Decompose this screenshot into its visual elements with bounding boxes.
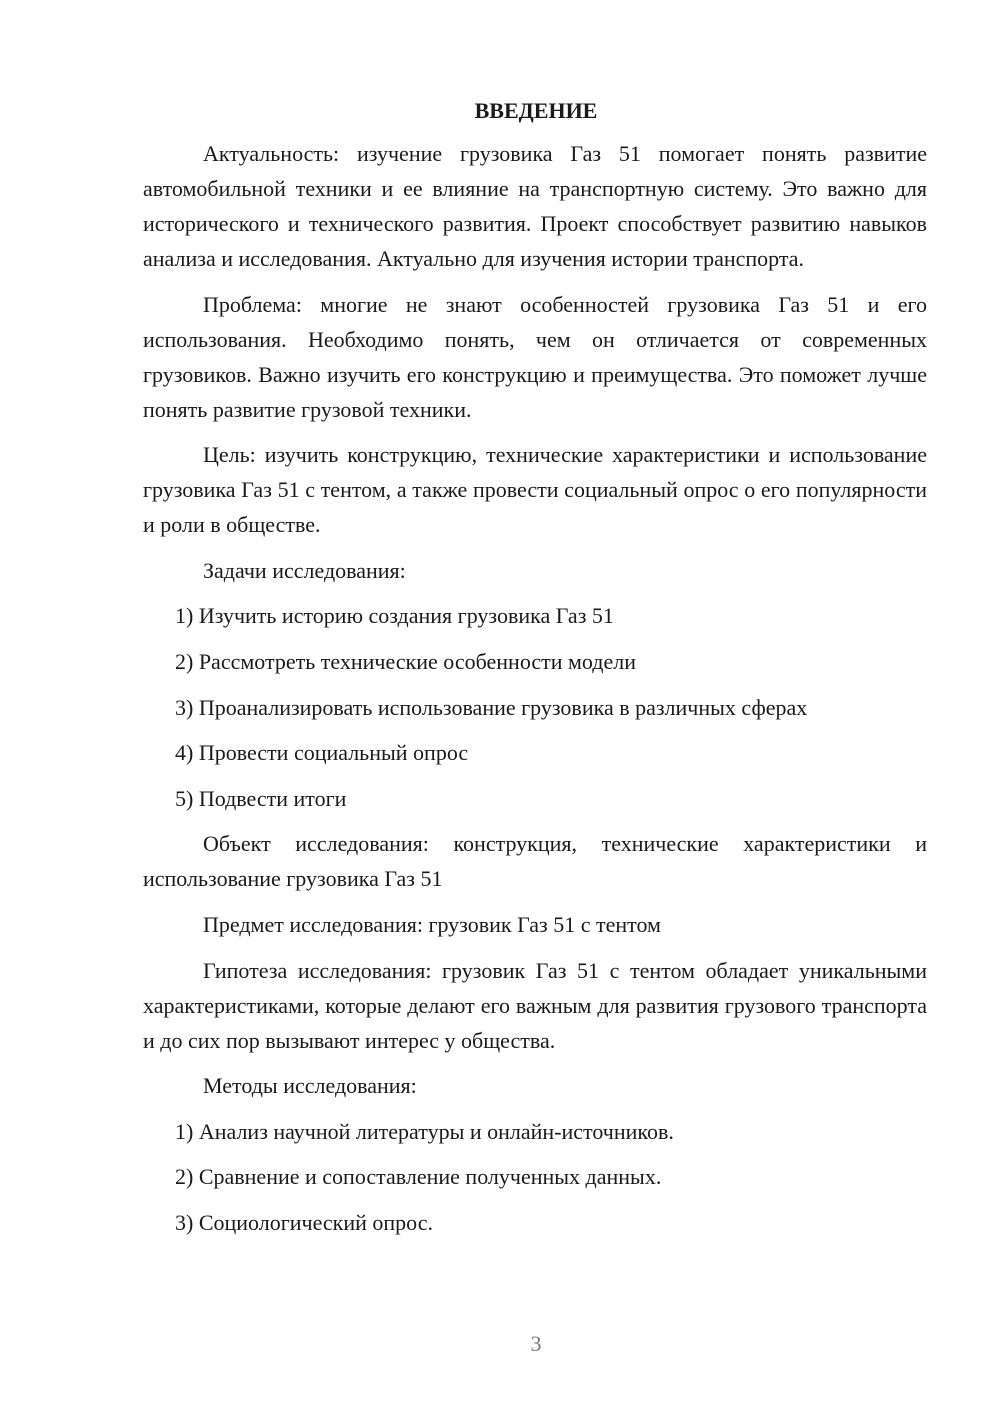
page-number: 3	[530, 1331, 542, 1356]
method-item: 2) Сравнение и сопоставление полученных данных.	[175, 1164, 662, 1190]
tasks-heading: Задачи исследования:	[203, 557, 406, 583]
object-paragraph: Объект исследования: конструкция, технические характеристики и использование грузовика Газ 51	[143, 831, 927, 892]
method-item: 3) Социологический опрос.	[175, 1209, 433, 1235]
section-title: ВВЕДЕНИЕ	[474, 98, 598, 123]
task-item: 3) Проанализировать использование грузовика в различных сферах	[175, 694, 808, 720]
subject-paragraph: Предмет исследования: грузовик Газ 51 с тентом	[203, 911, 661, 937]
methods-heading: Методы исследования:	[203, 1073, 417, 1099]
task-item: 1) Изучить историю создания грузовика Газ 51	[175, 603, 614, 629]
task-item: 4) Провести социальный опрос	[175, 740, 469, 766]
problem-paragraph: Проблема: многие не знают особенностей грузовика Газ 51 и его использования. Необходимо понять, чем он отличается от современных грузовиков. Важно изучить его конструкцию и преимущества. Это поможет лучше понять развитие грузовой техники.	[143, 291, 927, 422]
relevance-paragraph: Актуальность: изучение грузовика Газ 51 помогает понять развитие автомобильной техники и ее влияние на транспортную систему. Это важно для исторического и технического развития. Проект способствует развитию навыков анализа и исследования. Актуально для изучения истории транспорта.	[143, 141, 927, 271]
goal-paragraph: Цель: изучить конструкцию, технические характеристики и использование грузовика Газ 51 с тентом, а также провести социальный опрос о его популярности и роли в обществе.	[143, 442, 927, 538]
document-page	[143, 93, 927, 1251]
hypothesis-paragraph: Гипотеза исследования: грузовик Газ 51 с тентом обладает уникальными характеристиками, которые делают его важным для развития грузового транспорта и до сих пор вызывают интерес у общества.	[143, 957, 927, 1053]
task-item: 2) Рассмотреть технические особенности модели	[175, 648, 637, 674]
method-item: 1) Анализ научной литературы и онлайн-источников.	[175, 1118, 674, 1144]
task-item: 5) Подвести итоги	[175, 785, 347, 811]
